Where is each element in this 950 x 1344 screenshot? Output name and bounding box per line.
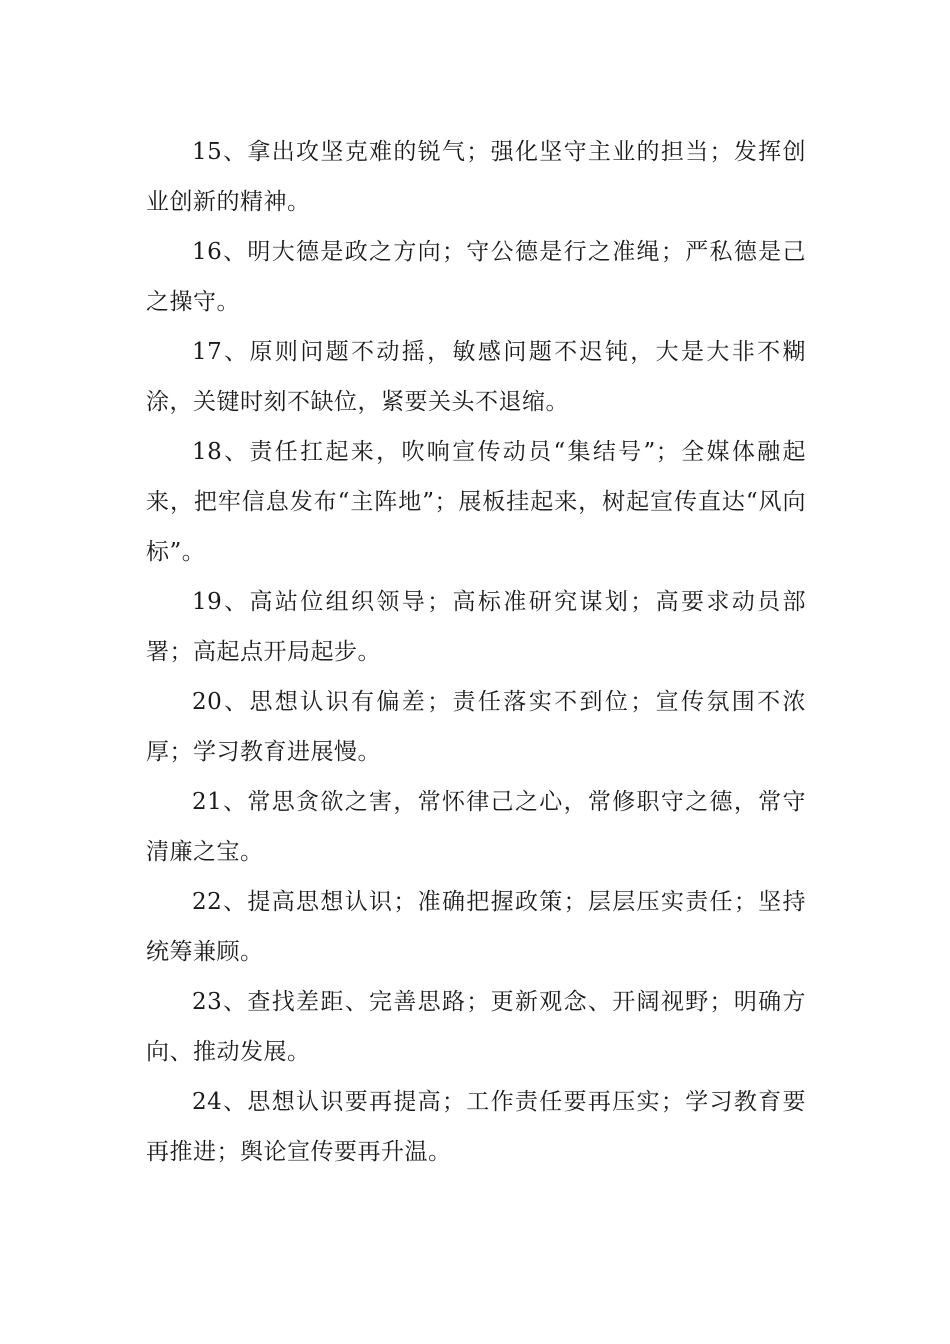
paragraph-19: 19、高站位组织领导；高标准研究谋划；高要求动员部署；高起点开局起步。	[146, 589, 806, 665]
paragraph-20: 20、思想认识有偏差；责任落实不到位；宣传氛围不浓厚；学习教育进展慢。	[146, 689, 806, 765]
paragraph-16: 16、明大德是政之方向；守公德是行之准绳；严私德是己之操守。	[146, 239, 806, 315]
paragraph-17: 17、原则问题不动摇，敏感问题不迟钝，大是大非不糊涂，关键时刻不缺位，紧要关头不退缩。	[146, 339, 806, 415]
paragraph-18: 18、责任扛起来，吹响宣传动员“集结号”；全媒体融起来，把牢信息发布“主阵地”；展板挂起来，树起宣传直达“风向标”。	[146, 439, 806, 565]
paragraph-15: 15、拿出攻坚克难的锐气；强化坚守主业的担当；发挥创业创新的精神。	[146, 139, 806, 215]
paragraph-22: 22、提高思想认识；准确把握政策；层层压实责任；坚持统筹兼顾。	[146, 889, 806, 965]
paragraph-23: 23、查找差距、完善思路；更新观念、开阔视野；明确方向、推动发展。	[146, 989, 806, 1065]
paragraph-24: 24、思想认识要再提高；工作责任要再压实；学习教育要再推进；舆论宣传要再升温。	[146, 1089, 806, 1165]
document-body	[146, 127, 806, 1177]
paragraph-21: 21、常思贪欲之害，常怀律己之心，常修职守之德，常守清廉之宝。	[146, 789, 806, 865]
